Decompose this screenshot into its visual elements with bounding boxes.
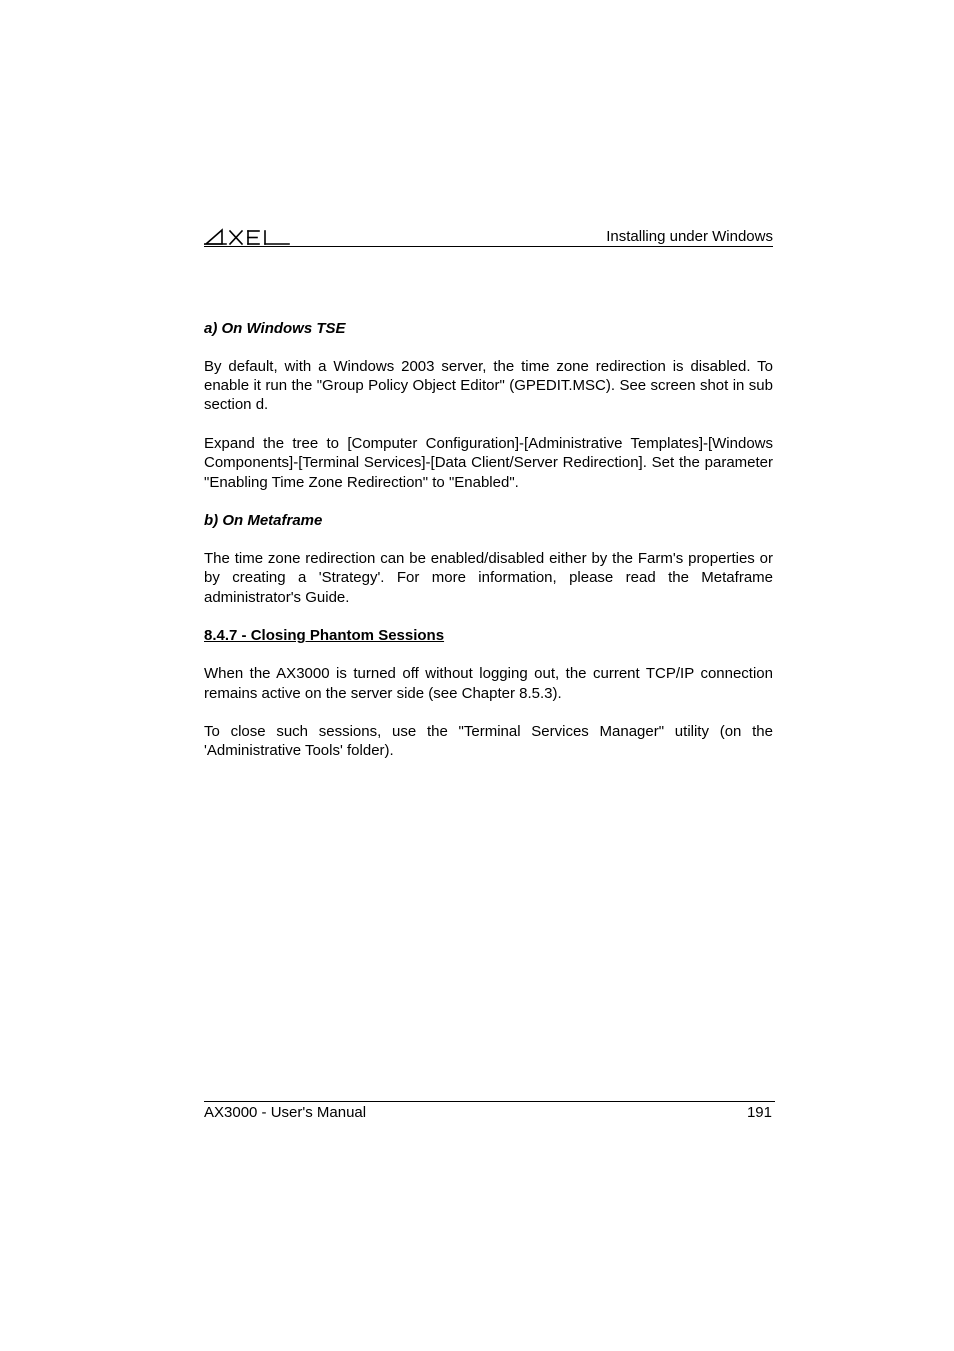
page-number: 191	[746, 1104, 772, 1121]
paragraph: The time zone redirection can be enabled/disabled either by the Farm's properties or by creating a 'Strategy'. For more information, please read the Metaframe administrator's Guide.	[204, 550, 773, 606]
page-header	[204, 222, 773, 247]
paragraph: When the AX3000 is turned off without logging out, the current TCP/IP connection remains active on the server side (see Chapter 8.5.3).	[204, 665, 773, 702]
section-heading: 8.4.7 - Closing Phantom Sessions	[204, 627, 445, 645]
subsection-b-title: b) On Metaframe	[204, 512, 323, 530]
page-footer	[204, 1101, 775, 1124]
paragraph: To close such sessions, use the "Terminal Services Manager" utility (on the 'Administrative Tools' folder).	[204, 723, 773, 760]
axel-logo-icon	[204, 224, 290, 246]
subsection-a-title: a) On Windows TSE	[204, 320, 346, 337]
header-title: Installing under Windows	[606, 228, 773, 245]
paragraph: Expand the tree to [Computer Configuration]-[Administrative Templates]-[Windows Components]-[Terminal Services]-[Data Client/Server Redirection]. Set the parameter "Enabling Time Zone Redirection" to "Enabled".	[204, 435, 773, 491]
manual-name: AX3000 - User's Manual	[204, 1104, 367, 1121]
paragraph: By default, with a Windows 2003 server, the time zone redirection is disabled. To enable it run the "Group Policy Object Editor" (GPEDIT.MSC). See screen shot in sub section d.	[204, 358, 773, 414]
page-body	[204, 319, 773, 780]
